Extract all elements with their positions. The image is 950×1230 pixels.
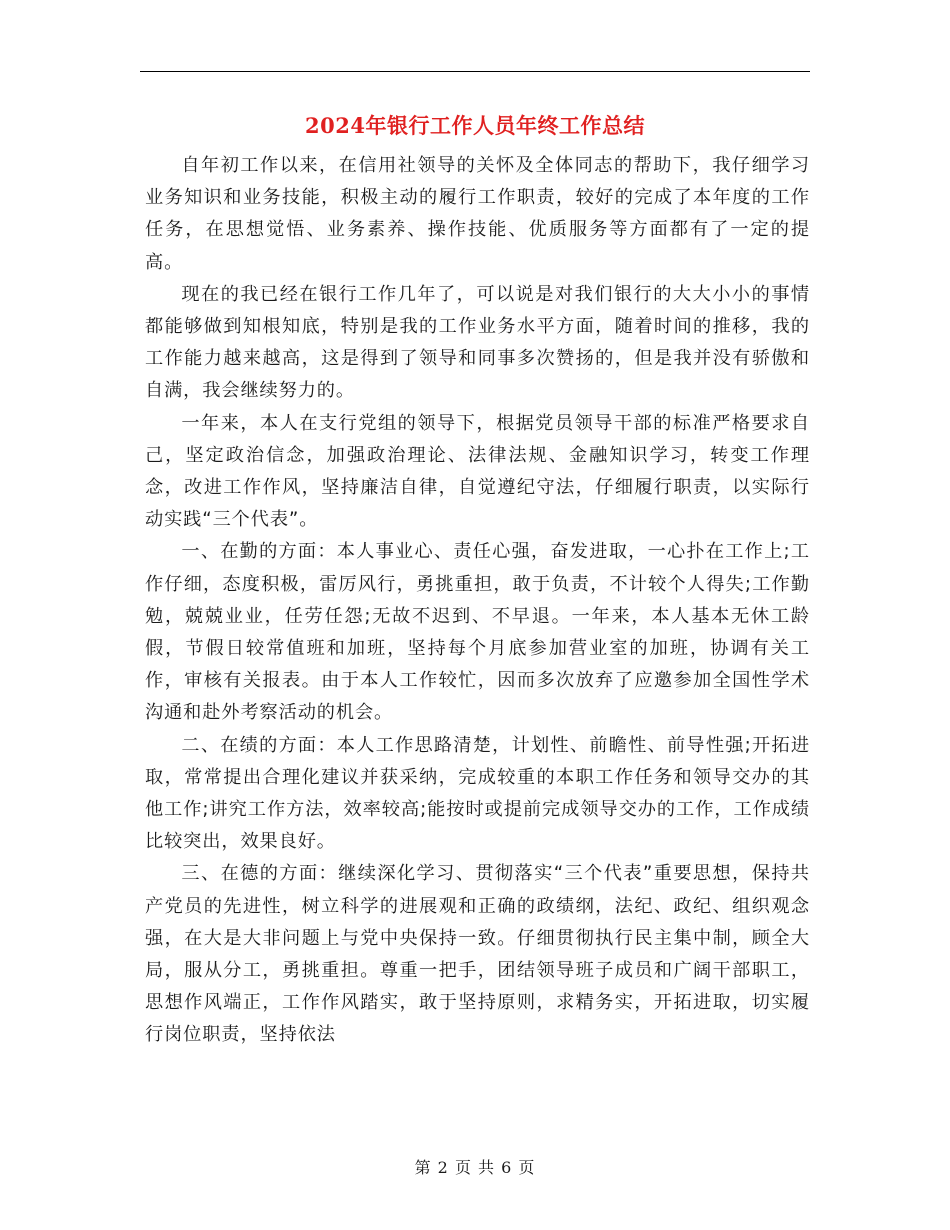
paragraph: 自年初工作以来，在信用社领导的关怀及全体同志的帮助下，我仔细学习业务知识和业务技能，积极主动的履行工作职责，较好的完成了本年度的工作任务，在思想觉悟、业务素养、操作技能、优质服务等方面都有了一定的提高。 [145, 155, 810, 273]
document-title: 2024年银行工作人员年终工作总结 [305, 113, 645, 138]
header-rule [140, 71, 810, 72]
paragraph: 三、在德的方面：继续深化学习、贯彻落实“三个代表”重要思想，保持共产党员的先进性，树立科学的进展观和正确的政绩纲，法纪、政纪、组织观念强，在大是大非问题上与党中央保持一致。仔细贯彻执行民主集中制，顾全大局，服从分工，勇挑重担。尊重一把手，团结领导班子成员和广阔干部职工，思想作风端正，工作作风踏实，敢于坚持原则，求精务实，开拓进取，切实履行岗位职责，坚持依法 [145, 863, 810, 1046]
paragraph: 二、在绩的方面：本人工作思路清楚，计划性、前瞻性、前导性强;开拓进取，常常提出合理化建议并获采纳，完成较重的本职工作任务和领导交办的其他工作;讲究工作方法，效率较高;能按时或提前完成领导交办的工作，工作成绩比较突出，效果良好。 [145, 734, 810, 853]
paragraph: 现在的我已经在银行工作几年了，可以说是对我们银行的大大小小的事情都能够做到知根知底，特别是我的工作业务水平方面，随着时间的推移，我的工作能力越来越高，这是得到了领导和同事多次赞扬的，但是我并没有骄傲和自满，我会继续努力的。 [145, 283, 810, 402]
paragraph: 一、在勤的方面：本人事业心、责任心强，奋发进取，一心扑在工作上;工作仔细，态度积极，雷厉风行，勇挑重担，敢于负责，不计较个人得失;工作勤勉，兢兢业业，任劳任怨;无故不迟到、不早退。一年来，本人基本无休工龄假，节假日较常值班和加班，坚持每个月底参加营业室的加班，协调有关工作，审核有关报表。由于本人工作较忙，因而多次放弃了应邀参加全国性学术沟通和赴外考察活动的机会。 [145, 541, 810, 724]
paragraph: 一年来，本人在支行党组的领导下，根据党员领导干部的标准严格要求自己，坚定政治信念，加强政治理论、法律法规、金融知识学习，转变工作理念，改进工作作风，坚持廉洁自律，自觉遵纪守法，仔细履行职责，以实际行动实践“三个代表”。 [145, 412, 810, 531]
page-footer: 第 2 页 共 6 页 [414, 1158, 536, 1177]
document-body [145, 150, 810, 1052]
